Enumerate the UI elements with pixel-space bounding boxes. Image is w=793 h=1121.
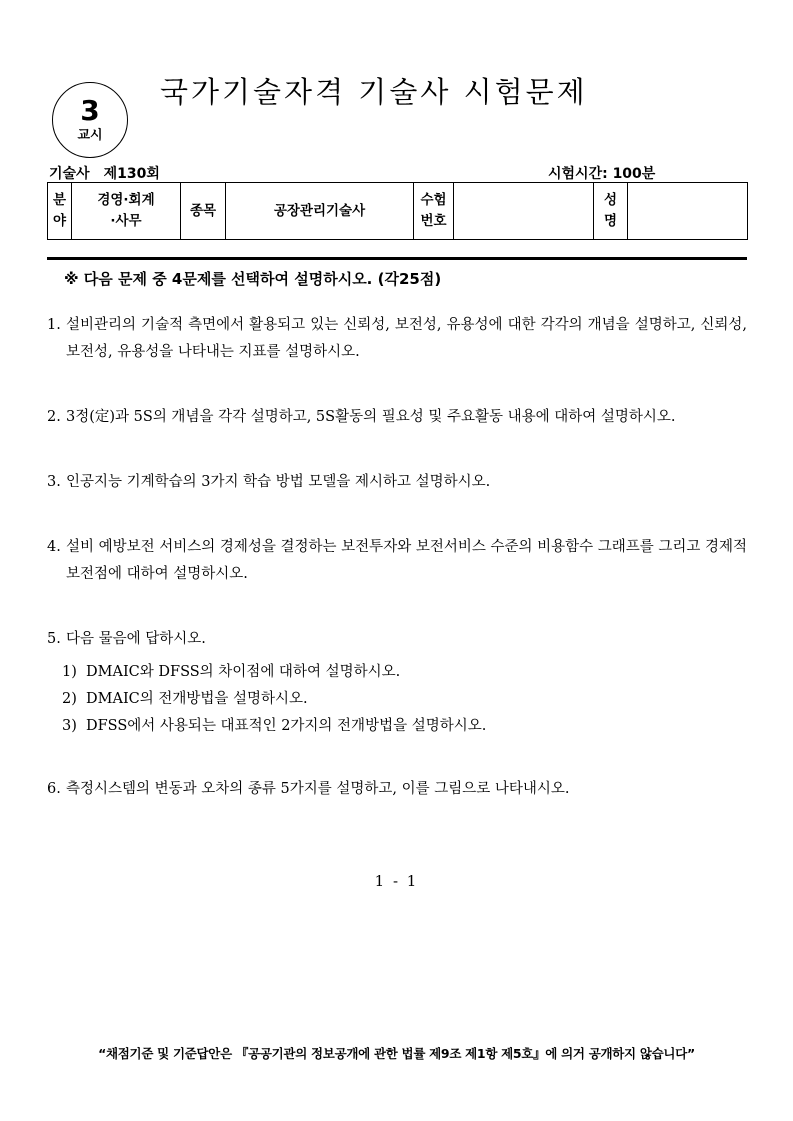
question-6 — [47, 776, 747, 803]
sub-question-2 — [47, 686, 747, 713]
question-text: 설비 예방보전 서비스의 경제성을 결정하는 보전투자와 보전서비스 수준의 비용함수 그래프를 그리고 경제적 보전점에 대하여 설명하시오. — [66, 539, 748, 582]
question-3 — [47, 469, 747, 496]
sub-question-3 — [47, 713, 747, 740]
question-text: 설비관리의 기술적 측면에서 활용되고 있는 신뢰성, 보전성, 유용성에 대한 각각의 개념을 설명하고, 신뢰성, 보전성, 유용성을 나타내는 지표를 설명하시오. — [66, 317, 747, 360]
exam-title: 국가기술자격 기술사 시험문제 — [160, 75, 588, 109]
disclosure-notice: “채점기준 및 기준답안은 『공공기관의 정보공개에 관한 법률 제9조 제1항 제5호』에 의거 공개하지 않습니다” — [98, 1046, 695, 1061]
question-number: 3. — [47, 474, 61, 490]
sub-question-number: 2) — [62, 691, 77, 707]
name-label: 성 명 — [594, 183, 628, 240]
round-number: 제130회 — [103, 166, 160, 182]
exam-number-field[interactable] — [454, 183, 594, 240]
question-number: 5. — [47, 631, 61, 647]
session-badge — [52, 82, 128, 158]
exam-time: 시험시간: 100분 — [548, 166, 656, 182]
question-2 — [47, 404, 747, 431]
question-text: 인공지능 기계학습의 3가지 학습 방법 모델을 제시하고 설명하시오. — [66, 474, 491, 490]
question-list — [47, 312, 747, 803]
question-text: 측정시스템의 변동과 오차의 종류 5가지를 설명하고, 이를 그림으로 나타내시오. — [66, 781, 570, 797]
sub-question-text: DMAIC와 DFSS의 차이점에 대하여 설명하시오. — [86, 664, 401, 680]
question-text: 3정(定)과 5S의 개념을 각각 설명하고, 5S활동의 필요성 및 주요활동 내용에 대하여 설명하시오. — [66, 409, 676, 425]
instruction-text: ※ 다음 문제 중 4문제를 선택하여 설명하시오. (각25점) — [64, 270, 442, 288]
sub-question-1 — [47, 659, 747, 686]
category-label: 종목 — [181, 183, 226, 240]
field-label: 분 야 — [48, 183, 72, 240]
sub-question-text: DFSS에서 사용되는 대표적인 2가지의 전개방법을 설명하시오. — [86, 718, 487, 734]
sub-question-number: 1) — [62, 664, 77, 680]
page-number: 1 - 1 — [374, 872, 419, 890]
session-number: 3 — [80, 94, 100, 127]
question-number: 2. — [47, 409, 61, 425]
question-number: 6. — [47, 781, 61, 797]
question-5 — [47, 626, 747, 653]
question-1 — [47, 312, 747, 366]
name-field[interactable] — [628, 183, 748, 240]
divider-rule — [47, 257, 747, 260]
question-number: 1. — [47, 317, 61, 333]
round-prefix: 기술사 — [49, 166, 90, 182]
question-4 — [47, 534, 747, 588]
exam-number-label: 수험 번호 — [414, 183, 454, 240]
sub-question-number: 3) — [62, 718, 77, 734]
category-value: 공장관리기술사 — [226, 183, 414, 240]
exam-round — [49, 163, 160, 183]
sub-question-text: DMAIC의 전개방법을 설명하시오. — [86, 691, 308, 707]
exam-info-table — [47, 182, 748, 240]
question-text: 다음 물음에 답하시오. — [66, 631, 206, 647]
field-value: 경영·회계 ·사무 — [72, 183, 181, 240]
session-label: 교시 — [77, 128, 103, 143]
question-number: 4. — [47, 539, 61, 555]
